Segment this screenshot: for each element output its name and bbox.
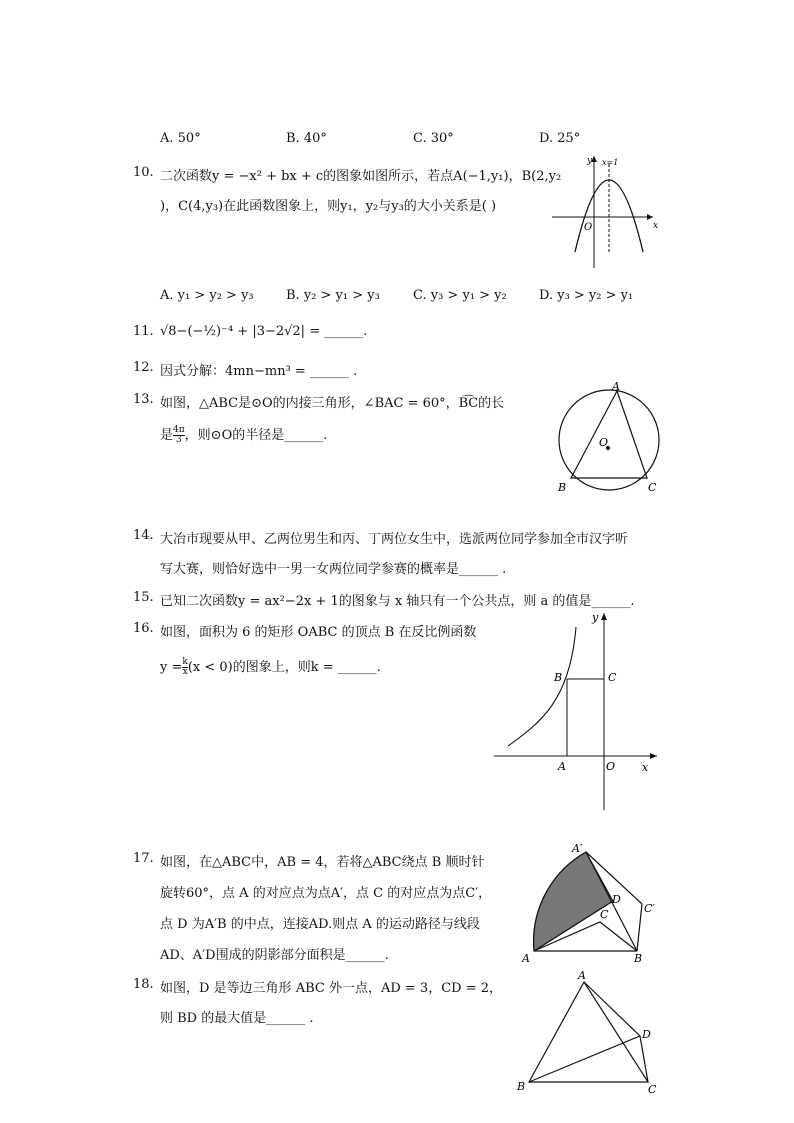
q15-text: 已知二次函数y = ax²−2x + 1的图象与 x 轴只有一个公共点，则 a 的值是______. <box>160 594 635 609</box>
q10-parabola-figure <box>548 150 663 272</box>
q17-fig-label-a: A <box>522 952 530 965</box>
q17-line2: 旋转60°，点 A 的对应点为点A′，点 C 的对应点为点C′， <box>160 886 492 901</box>
q10-option-c: C. y₃ > y₁ > y₂ <box>413 288 507 303</box>
q17-number: 17. <box>133 851 154 866</box>
q16-fig-y-label: y <box>592 611 599 624</box>
q13-line2-pre: 是 <box>160 428 174 443</box>
q17-fig-label-a1: A′ <box>572 842 583 855</box>
q10-fig-origin-label: O <box>584 222 593 233</box>
q10-option-a: A. y₁ > y₂ > y₃ <box>160 288 254 303</box>
q16-hyperbola-figure <box>490 605 662 813</box>
q11-text: √8−(−½)⁻⁴ + |3−2√2| = ______. <box>160 324 368 339</box>
q13-fig-label-a: A <box>612 380 620 393</box>
q12-number: 12. <box>133 360 154 375</box>
q16-fig-label-o: O <box>606 760 616 773</box>
q9-option-d: D. 25° <box>539 131 581 146</box>
q16-line2 <box>160 656 381 677</box>
q14-number: 14. <box>133 528 154 543</box>
q14-line2: 写大赛，则恰好选中一男一女两位同学参赛的概率是______ . <box>160 562 507 577</box>
q16-line1: 如图，面积为 6 的矩形 OABC 的顶点 B 在反比例函数 <box>160 625 477 640</box>
q16-frac-top: k <box>182 657 188 667</box>
q17-fig-label-c: C <box>600 908 609 921</box>
q13-frac-bottom: 3 <box>175 435 182 445</box>
q10-number: 10. <box>133 165 154 180</box>
q10-fig-x-label: x <box>653 221 659 231</box>
q13-circle-figure <box>552 378 664 496</box>
q10-line1: 二次函数y = −x² + bx + c的图象如图所示，若点A(−1,y₁)，B(2,y₂ <box>160 169 562 184</box>
q18-fig-label-c: C <box>648 1083 657 1096</box>
q16-line2-post: (x < 0)的图象上，则k = ______. <box>187 660 381 675</box>
q18-number: 18. <box>133 977 154 992</box>
q17-fig-label-d: D <box>612 893 621 906</box>
q18-line1: 如图，D 是等边三角形 ABC 外一点，AD = 3，CD = 2， <box>160 981 502 996</box>
q10-fig-y-label: y <box>587 156 593 166</box>
q13-number: 13. <box>133 392 154 407</box>
q10-line2: )，C(4,y₃)在此函数图象上，则y₁，y₂与y₃的大小关系是( ) <box>160 199 497 214</box>
q13-line2-post: ，则⊙O的半径是______. <box>184 428 328 443</box>
q11-number: 11. <box>133 324 154 339</box>
q18-line2: 则 BD 的最大值是______ . <box>160 1011 314 1026</box>
q9-option-b: B. 40° <box>286 131 327 146</box>
q13-fig-label-b: B <box>558 481 567 494</box>
q13-frac-top: 4π <box>173 425 185 435</box>
q16-fig-label-a: A <box>558 760 566 773</box>
q16-fig-x-label: x <box>642 761 649 774</box>
q10-fig-axis-label: x=1 <box>602 158 619 167</box>
q13-line1: 如图，△ABC是⊙O的内接三角形，∠BAC = 60°，B͡C的长 <box>160 396 505 411</box>
q10-option-b: B. y₂ > y₁ > y₃ <box>286 288 380 303</box>
q9-option-c: C. 30° <box>413 131 454 146</box>
q16-number: 16. <box>133 621 154 636</box>
q16-line2-pre: y = <box>160 660 183 675</box>
q18-fig-label-a: A <box>578 969 586 982</box>
q17-line3: 点 D 为A′B 的中点，连接AD.则点 A 的运动路径与线段 <box>160 917 480 932</box>
q16-frac-bottom: x <box>182 667 188 677</box>
q9-option-a: A. 50° <box>160 131 201 146</box>
q17-line4: AD、A′D围成的阴影部分面积是______. <box>160 948 389 963</box>
q17-fig-label-c1: C′ <box>644 902 655 915</box>
q13-fig-label-o: O <box>599 436 609 449</box>
q18-triangle-figure <box>512 966 668 1098</box>
q15-number: 15. <box>133 590 154 605</box>
q16-fig-label-c: C <box>608 671 617 684</box>
q17-fig-label-b: B <box>634 952 643 965</box>
q14-line1: 大冶市现要从甲、乙两位男生和丙、丁两位女生中，选派两位同学参加全市汉字听 <box>160 532 629 547</box>
q10-option-d: D. y₃ > y₂ > y₁ <box>539 288 634 303</box>
q17-rotation-figure <box>518 838 663 966</box>
q13-fraction <box>173 426 185 445</box>
q13-line2 <box>160 424 327 445</box>
q12-text: 因式分解：4mn−mn³ = ______ . <box>160 364 358 379</box>
q13-fig-label-c: C <box>648 481 657 494</box>
q16-fig-label-b: B <box>554 671 563 684</box>
q18-fig-label-b: B <box>517 1080 526 1093</box>
q18-fig-label-d: D <box>642 1028 651 1041</box>
q17-line1: 如图，在△ABC中，AB = 4，若将△ABC绕点 B 顺时针 <box>160 855 485 870</box>
